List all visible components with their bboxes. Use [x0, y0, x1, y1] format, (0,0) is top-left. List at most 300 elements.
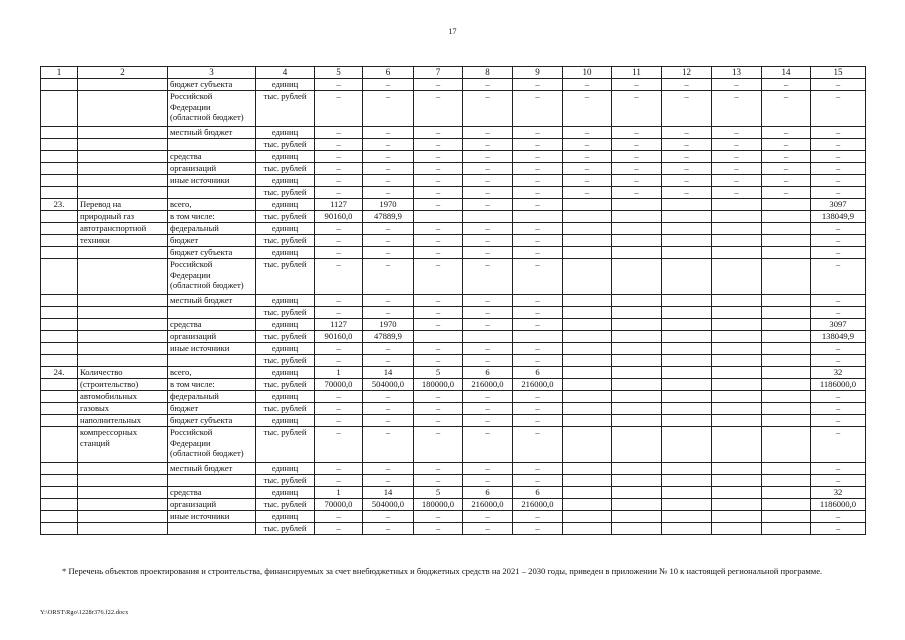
value-cell: – [811, 427, 866, 463]
value-cell: 1127 [315, 319, 363, 331]
value-cell: – [363, 91, 414, 127]
value-cell: – [762, 163, 811, 175]
funding-source-cell: бюджет [168, 403, 256, 415]
value-cell: – [513, 391, 563, 403]
value-cell [612, 235, 662, 247]
table-row [41, 475, 866, 487]
value-cell: – [563, 91, 612, 127]
funding-source-cell: федеральный [168, 223, 256, 235]
value-cell: – [414, 163, 463, 175]
row-number-cell [41, 223, 78, 235]
value-cell: – [414, 295, 463, 307]
value-cell: – [811, 307, 866, 319]
value-cell: – [315, 295, 363, 307]
unit-cell: единиц [256, 199, 315, 211]
value-cell: 6 [463, 487, 513, 499]
value-cell: – [513, 127, 563, 139]
value-cell: – [315, 259, 363, 295]
indicator-name-cell [78, 91, 168, 127]
table-row [41, 175, 866, 187]
value-cell: 70000,0 [315, 499, 363, 511]
value-cell: – [315, 403, 363, 415]
table-row [41, 331, 866, 343]
table-row [41, 139, 866, 151]
value-cell: – [811, 151, 866, 163]
value-cell: – [712, 91, 762, 127]
value-cell [612, 403, 662, 415]
value-cell: 216000,0 [513, 499, 563, 511]
table-row [41, 343, 866, 355]
row-number-cell [41, 307, 78, 319]
value-cell: 6 [513, 367, 563, 379]
value-cell: – [712, 79, 762, 91]
value-cell [513, 331, 563, 343]
value-cell: 3097 [811, 319, 866, 331]
value-cell: – [315, 127, 363, 139]
value-cell: – [811, 223, 866, 235]
value-cell [662, 319, 712, 331]
value-cell: – [315, 163, 363, 175]
value-cell [563, 427, 612, 463]
indicator-name-cell [78, 511, 168, 523]
header-cell: 6 [363, 67, 414, 79]
indicator-name-cell [78, 295, 168, 307]
value-cell: – [363, 187, 414, 199]
header-cell: 4 [256, 67, 315, 79]
value-cell: – [513, 319, 563, 331]
header-cell: 3 [168, 67, 256, 79]
footnote: * Перечень объектов проектирования и строительства, финансируемых за счет внебюджетных и бюджетных средств на 2021 – 2030 годы, приведен в приложении № 10 к настоящей региональной программе. [62, 566, 823, 576]
value-cell: – [513, 403, 563, 415]
value-cell: 216000,0 [463, 379, 513, 391]
value-cell [563, 487, 612, 499]
indicator-name-cell [78, 175, 168, 187]
value-cell: 32 [811, 487, 866, 499]
value-cell: – [811, 187, 866, 199]
value-cell: – [762, 127, 811, 139]
value-cell: – [463, 127, 513, 139]
row-number-cell [41, 499, 78, 511]
value-cell: – [563, 139, 612, 151]
header-row [41, 67, 866, 79]
value-cell [662, 391, 712, 403]
value-cell: – [315, 523, 363, 535]
value-cell: – [414, 343, 463, 355]
unit-cell: тыс. рублей [256, 91, 315, 127]
value-cell: 1127 [315, 199, 363, 211]
value-cell: – [463, 295, 513, 307]
table-row [41, 295, 866, 307]
funding-source-cell [168, 307, 256, 319]
value-cell: – [612, 91, 662, 127]
value-cell: – [363, 175, 414, 187]
value-cell: – [811, 391, 866, 403]
table-row [41, 247, 866, 259]
value-cell: – [712, 187, 762, 199]
value-cell [612, 487, 662, 499]
value-cell [414, 211, 463, 223]
value-cell: – [563, 151, 612, 163]
funding-source-cell: бюджет субъекта [168, 247, 256, 259]
value-cell: – [811, 403, 866, 415]
value-cell [712, 331, 762, 343]
table-row [41, 379, 866, 391]
value-cell: 70000,0 [315, 379, 363, 391]
row-number-cell [41, 427, 78, 463]
value-cell [712, 475, 762, 487]
row-number-cell [41, 127, 78, 139]
value-cell: – [513, 427, 563, 463]
value-cell [762, 391, 811, 403]
funding-source-cell: бюджет субъекта [168, 415, 256, 427]
funding-source-cell [168, 187, 256, 199]
unit-cell: тыс. рублей [256, 235, 315, 247]
value-cell [563, 247, 612, 259]
table-row [41, 235, 866, 247]
indicator-name-cell [78, 247, 168, 259]
value-cell [762, 463, 811, 475]
value-cell: – [414, 391, 463, 403]
table-row [41, 427, 866, 463]
table-row [41, 187, 866, 199]
value-cell: – [315, 79, 363, 91]
value-cell [712, 391, 762, 403]
unit-cell: единиц [256, 247, 315, 259]
value-cell [712, 487, 762, 499]
value-cell: – [463, 523, 513, 535]
value-cell [612, 343, 662, 355]
unit-cell: тыс. рублей [256, 427, 315, 463]
row-number-cell [41, 319, 78, 331]
value-cell: – [513, 343, 563, 355]
value-cell: – [363, 247, 414, 259]
value-cell [762, 223, 811, 235]
value-cell: – [712, 139, 762, 151]
value-cell: – [463, 199, 513, 211]
value-cell [563, 295, 612, 307]
funding-source-cell: Российской Федерации (областной бюджет) [168, 259, 256, 295]
table-row [41, 223, 866, 235]
value-cell: 1 [315, 367, 363, 379]
value-cell: 47889,9 [363, 211, 414, 223]
row-number-cell [41, 391, 78, 403]
value-cell: – [315, 151, 363, 163]
value-cell: – [463, 343, 513, 355]
value-cell: – [315, 463, 363, 475]
value-cell: 180000,0 [414, 499, 463, 511]
value-cell: 1186000,0 [811, 499, 866, 511]
row-number-cell [41, 331, 78, 343]
value-cell: 90160,0 [315, 331, 363, 343]
value-cell: – [662, 163, 712, 175]
value-cell: – [363, 511, 414, 523]
unit-cell: единиц [256, 79, 315, 91]
value-cell: – [612, 79, 662, 91]
value-cell: – [414, 475, 463, 487]
funding-source-cell: местный бюджет [168, 295, 256, 307]
unit-cell: единиц [256, 511, 315, 523]
value-cell: – [463, 79, 513, 91]
unit-cell: единиц [256, 175, 315, 187]
value-cell: – [414, 199, 463, 211]
value-cell [662, 343, 712, 355]
value-cell: – [463, 307, 513, 319]
value-cell [712, 259, 762, 295]
table-row [41, 91, 866, 127]
value-cell: 32 [811, 367, 866, 379]
value-cell: – [513, 415, 563, 427]
row-number-cell [41, 403, 78, 415]
value-cell [662, 307, 712, 319]
row-number-cell [41, 91, 78, 127]
value-cell: 14 [363, 487, 414, 499]
value-cell: 180000,0 [414, 379, 463, 391]
program-table [40, 66, 866, 535]
value-cell: – [463, 403, 513, 415]
indicator-name-cell [78, 319, 168, 331]
value-cell: – [513, 151, 563, 163]
value-cell [662, 247, 712, 259]
value-cell [662, 355, 712, 367]
value-cell [563, 259, 612, 295]
value-cell: – [662, 91, 712, 127]
indicator-name-cell: газовых [78, 403, 168, 415]
value-cell [762, 523, 811, 535]
row-number-cell [41, 487, 78, 499]
value-cell: – [811, 355, 866, 367]
funding-source-cell: средства [168, 487, 256, 499]
value-cell: – [414, 259, 463, 295]
value-cell [712, 235, 762, 247]
value-cell: 1970 [363, 319, 414, 331]
value-cell: – [762, 151, 811, 163]
value-cell: – [315, 475, 363, 487]
row-number-cell [41, 511, 78, 523]
value-cell [563, 499, 612, 511]
value-cell [612, 391, 662, 403]
value-cell [762, 511, 811, 523]
indicator-name-cell [78, 259, 168, 295]
funding-source-cell: федеральный [168, 391, 256, 403]
row-number-cell [41, 523, 78, 535]
value-cell: – [414, 223, 463, 235]
value-cell: – [811, 91, 866, 127]
value-cell: – [513, 511, 563, 523]
value-cell: – [513, 175, 563, 187]
row-number-cell [41, 235, 78, 247]
value-cell: 5 [414, 367, 463, 379]
value-cell: – [811, 247, 866, 259]
row-number-cell [41, 79, 78, 91]
table-row [41, 523, 866, 535]
indicator-name-cell [78, 499, 168, 511]
value-cell [662, 295, 712, 307]
value-cell: – [811, 139, 866, 151]
table-row [41, 511, 866, 523]
value-cell: – [363, 391, 414, 403]
row-number-cell [41, 163, 78, 175]
value-cell: – [363, 259, 414, 295]
value-cell [612, 463, 662, 475]
value-cell: – [662, 139, 712, 151]
table-row [41, 415, 866, 427]
indicator-name-cell [78, 343, 168, 355]
indicator-name-cell [78, 475, 168, 487]
table-row [41, 127, 866, 139]
indicator-name-cell [78, 463, 168, 475]
value-cell: – [463, 223, 513, 235]
value-cell [563, 343, 612, 355]
value-cell [563, 211, 612, 223]
funding-source-cell [168, 355, 256, 367]
unit-cell: тыс. рублей [256, 475, 315, 487]
value-cell: – [662, 127, 712, 139]
value-cell: – [363, 427, 414, 463]
unit-cell: тыс. рублей [256, 211, 315, 223]
value-cell [712, 355, 762, 367]
value-cell: – [513, 235, 563, 247]
value-cell [563, 331, 612, 343]
value-cell [563, 199, 612, 211]
value-cell: – [463, 475, 513, 487]
unit-cell: тыс. рублей [256, 499, 315, 511]
value-cell [662, 487, 712, 499]
value-cell: 6 [513, 487, 563, 499]
value-cell: – [414, 403, 463, 415]
header-cell: 5 [315, 67, 363, 79]
value-cell: – [563, 163, 612, 175]
header-cell: 2 [78, 67, 168, 79]
value-cell [612, 211, 662, 223]
indicator-name-cell: (строительство) [78, 379, 168, 391]
funding-source-cell: организаций [168, 163, 256, 175]
value-cell: – [513, 523, 563, 535]
value-cell: – [315, 343, 363, 355]
value-cell [762, 199, 811, 211]
value-cell [762, 331, 811, 343]
indicator-name-cell [78, 307, 168, 319]
value-cell: – [811, 415, 866, 427]
funding-source-cell: в том числе: [168, 379, 256, 391]
value-cell [712, 403, 762, 415]
indicator-name-cell [78, 139, 168, 151]
value-cell: – [363, 475, 414, 487]
value-cell: – [662, 79, 712, 91]
value-cell: – [363, 163, 414, 175]
value-cell [612, 367, 662, 379]
value-cell: 3097 [811, 199, 866, 211]
value-cell: – [315, 235, 363, 247]
unit-cell: тыс. рублей [256, 403, 315, 415]
value-cell: – [414, 415, 463, 427]
funding-source-cell: местный бюджет [168, 463, 256, 475]
value-cell [612, 295, 662, 307]
indicator-name-cell: Количество [78, 367, 168, 379]
value-cell: – [315, 91, 363, 127]
funding-source-cell: всего, [168, 199, 256, 211]
value-cell: – [363, 151, 414, 163]
value-cell: – [414, 91, 463, 127]
value-cell: – [463, 91, 513, 127]
table-row [41, 355, 866, 367]
value-cell: – [513, 247, 563, 259]
value-cell: – [363, 235, 414, 247]
value-cell [563, 391, 612, 403]
value-cell: – [414, 187, 463, 199]
value-cell [563, 379, 612, 391]
value-cell: – [513, 295, 563, 307]
value-cell: – [414, 523, 463, 535]
value-cell [662, 403, 712, 415]
value-cell [662, 367, 712, 379]
funding-source-cell [168, 475, 256, 487]
value-cell: – [513, 307, 563, 319]
value-cell [662, 427, 712, 463]
value-cell: – [315, 175, 363, 187]
value-cell [612, 379, 662, 391]
header-cell: 14 [762, 67, 811, 79]
value-cell [762, 475, 811, 487]
value-cell: – [315, 223, 363, 235]
value-cell: – [414, 235, 463, 247]
row-number-cell [41, 247, 78, 259]
value-cell [612, 319, 662, 331]
value-cell: 1186000,0 [811, 379, 866, 391]
value-cell [563, 415, 612, 427]
value-cell: – [513, 79, 563, 91]
value-cell [563, 307, 612, 319]
value-cell [662, 475, 712, 487]
value-cell [612, 355, 662, 367]
value-cell: – [612, 127, 662, 139]
indicator-name-cell: Перевод на [78, 199, 168, 211]
value-cell: – [811, 511, 866, 523]
header-cell: 7 [414, 67, 463, 79]
value-cell: – [315, 187, 363, 199]
value-cell: – [811, 235, 866, 247]
value-cell: – [363, 415, 414, 427]
value-cell [662, 379, 712, 391]
unit-cell: единиц [256, 295, 315, 307]
page-number: 17 [448, 27, 457, 36]
row-number-cell [41, 343, 78, 355]
value-cell [662, 511, 712, 523]
indicator-name-cell: наполнительных [78, 415, 168, 427]
value-cell: – [513, 223, 563, 235]
indicator-name-cell [78, 163, 168, 175]
unit-cell: единиц [256, 127, 315, 139]
unit-cell: тыс. рублей [256, 379, 315, 391]
row-number-cell [41, 463, 78, 475]
table-row [41, 151, 866, 163]
indicator-name-cell [78, 331, 168, 343]
row-number-cell [41, 187, 78, 199]
value-cell: – [463, 139, 513, 151]
value-cell: – [315, 307, 363, 319]
indicator-name-cell [78, 355, 168, 367]
value-cell: – [762, 139, 811, 151]
value-cell: – [315, 427, 363, 463]
value-cell: – [513, 199, 563, 211]
unit-cell: тыс. рублей [256, 331, 315, 343]
table-row [41, 199, 866, 211]
row-number-cell: 24. [41, 367, 78, 379]
value-cell [563, 235, 612, 247]
value-cell: – [811, 259, 866, 295]
value-cell [563, 523, 612, 535]
funding-source-cell: бюджет [168, 235, 256, 247]
value-cell: – [463, 319, 513, 331]
